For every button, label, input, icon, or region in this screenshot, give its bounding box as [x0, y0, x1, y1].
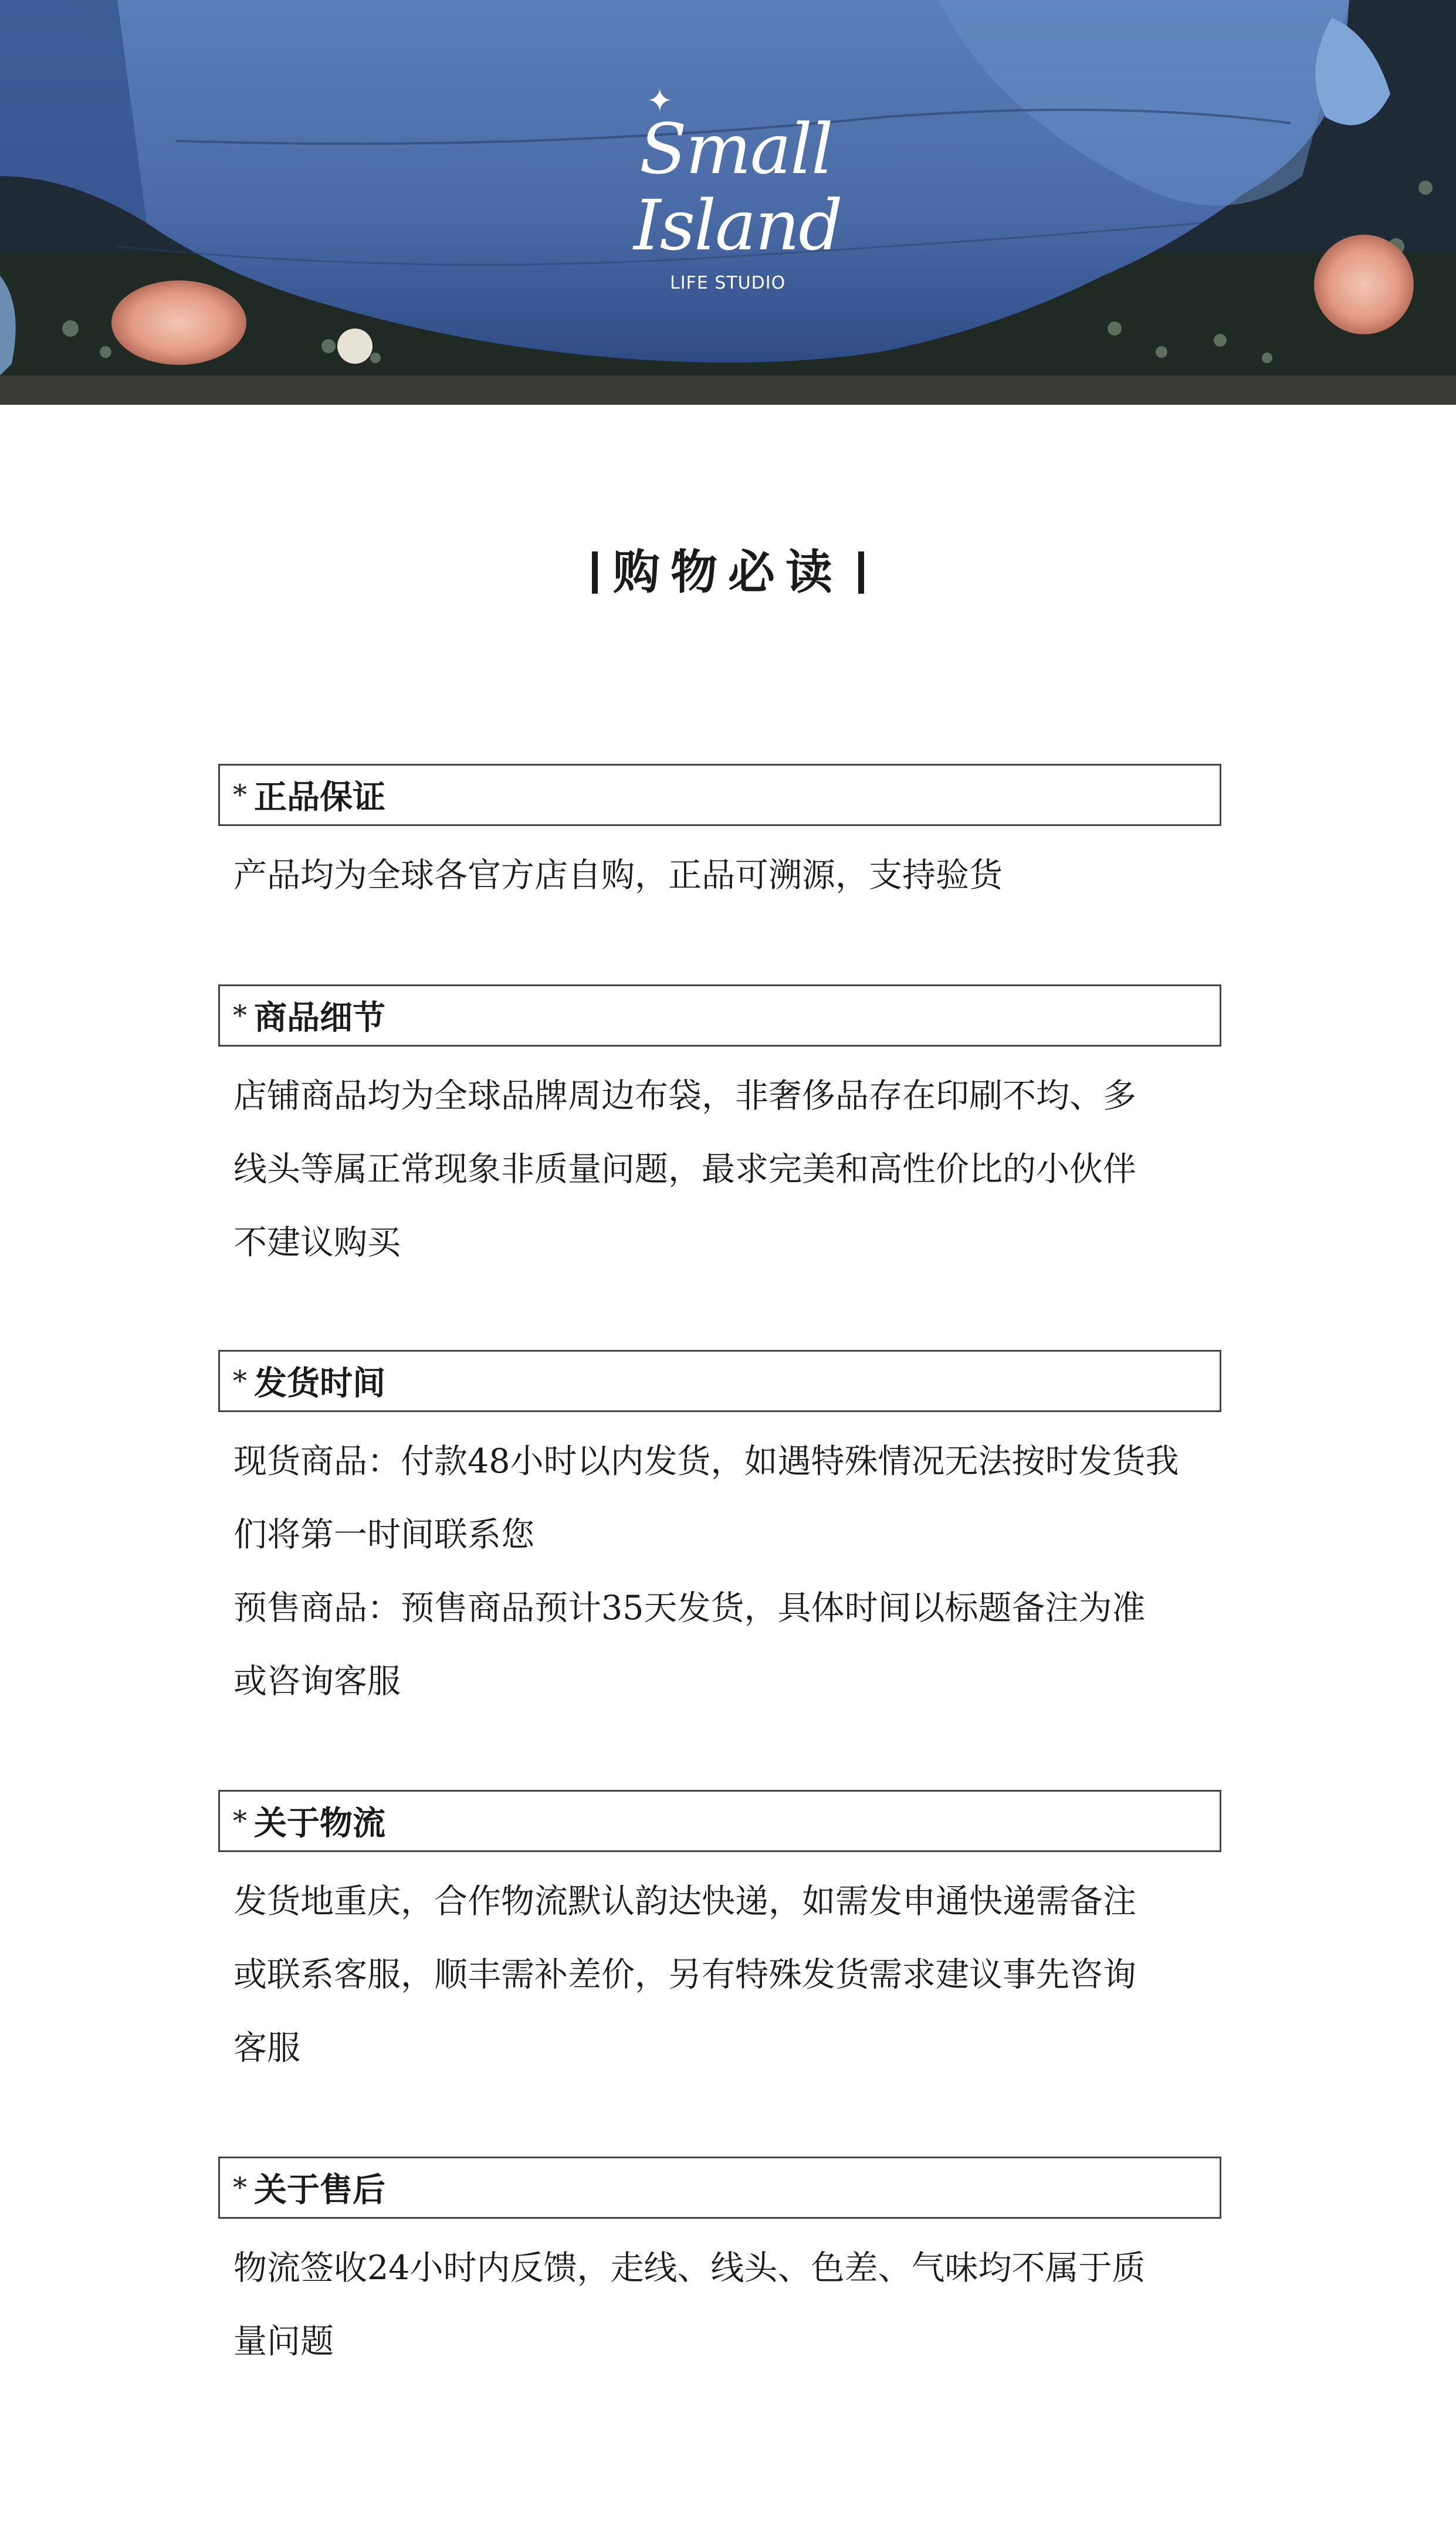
body-line: 们将第一时间联系您	[233, 1515, 534, 1554]
section-heading	[218, 1350, 1221, 1412]
body-line: 现货商品：付款48小时以内发货，如遇特殊情况无法按时发货我	[233, 1442, 1179, 1481]
section-logistics	[218, 1790, 1221, 2085]
sparkle-icon: ✦	[646, 82, 673, 119]
section-mark: *	[233, 778, 247, 811]
section-after-sales	[218, 2157, 1221, 2378]
section-body	[218, 1047, 1221, 1280]
body-line: 客服	[233, 2029, 300, 2067]
section-product-details	[218, 984, 1221, 1280]
page-title-text: 购物必读	[613, 544, 843, 600]
section-body	[218, 1412, 1221, 1718]
section-mark: *	[233, 1365, 247, 1397]
body-line: 量问题	[233, 2322, 334, 2361]
logo-subtitle: LIFE STUDIO	[670, 273, 786, 293]
body-line: 产品均为全球各官方店自购，正品可溯源，支持验货	[233, 856, 1003, 895]
body-line: 或联系客服，顺丰需补差价，另有特殊发货需求建议事先咨询	[233, 1955, 1136, 1994]
rose-right	[1314, 235, 1414, 334]
section-heading-text: 关于售后	[254, 2171, 385, 2209]
body-line: 线头等属正常现象非质量问题，最求完美和高性价比的小伙伴	[233, 1150, 1136, 1189]
section-authentic-guarantee	[218, 764, 1221, 912]
title-bar-right	[858, 551, 864, 594]
body-line: 店铺商品均为全球品牌周边布袋，非奢侈品存在印刷不均、多	[233, 1077, 1136, 1115]
section-mark: *	[233, 2171, 247, 2204]
body-line: 或咨询客服	[233, 1662, 401, 1701]
section-mark: *	[233, 1805, 247, 1837]
small-flower	[337, 329, 373, 364]
body-line: 发货地重庆，合作物流默认韵达快递，如需发申通快递需备注	[233, 1882, 1136, 1921]
body-line: 不建议购买	[233, 1223, 401, 1262]
section-shipping-time	[218, 1350, 1221, 1718]
section-heading-text: 关于物流	[254, 1804, 385, 1843]
brand-logo	[616, 79, 862, 314]
title-bar-left	[592, 551, 598, 594]
section-heading	[218, 2157, 1221, 2219]
page-title	[0, 540, 1456, 604]
section-heading	[218, 1790, 1221, 1852]
section-mark: *	[233, 999, 247, 1032]
section-body	[218, 826, 1221, 912]
logo-line-island: Island	[634, 185, 842, 266]
section-heading-text: 商品细节	[254, 998, 385, 1037]
rose-left	[111, 280, 246, 365]
section-heading	[218, 764, 1221, 826]
logo-line-small: Small	[639, 109, 832, 189]
section-heading	[218, 984, 1221, 1047]
header-banner	[0, 0, 1456, 405]
section-body	[218, 2219, 1221, 2378]
body-line: 预售商品：预售商品预计35天发货，具体时间以标题备注为准	[233, 1589, 1146, 1627]
section-heading-text: 发货时间	[254, 1364, 385, 1403]
section-heading-text: 正品保证	[254, 778, 385, 817]
body-line: 物流签收24小时内反馈，走线、线头、色差、气味均不属于质	[233, 2249, 1146, 2287]
section-body	[218, 1852, 1221, 2085]
